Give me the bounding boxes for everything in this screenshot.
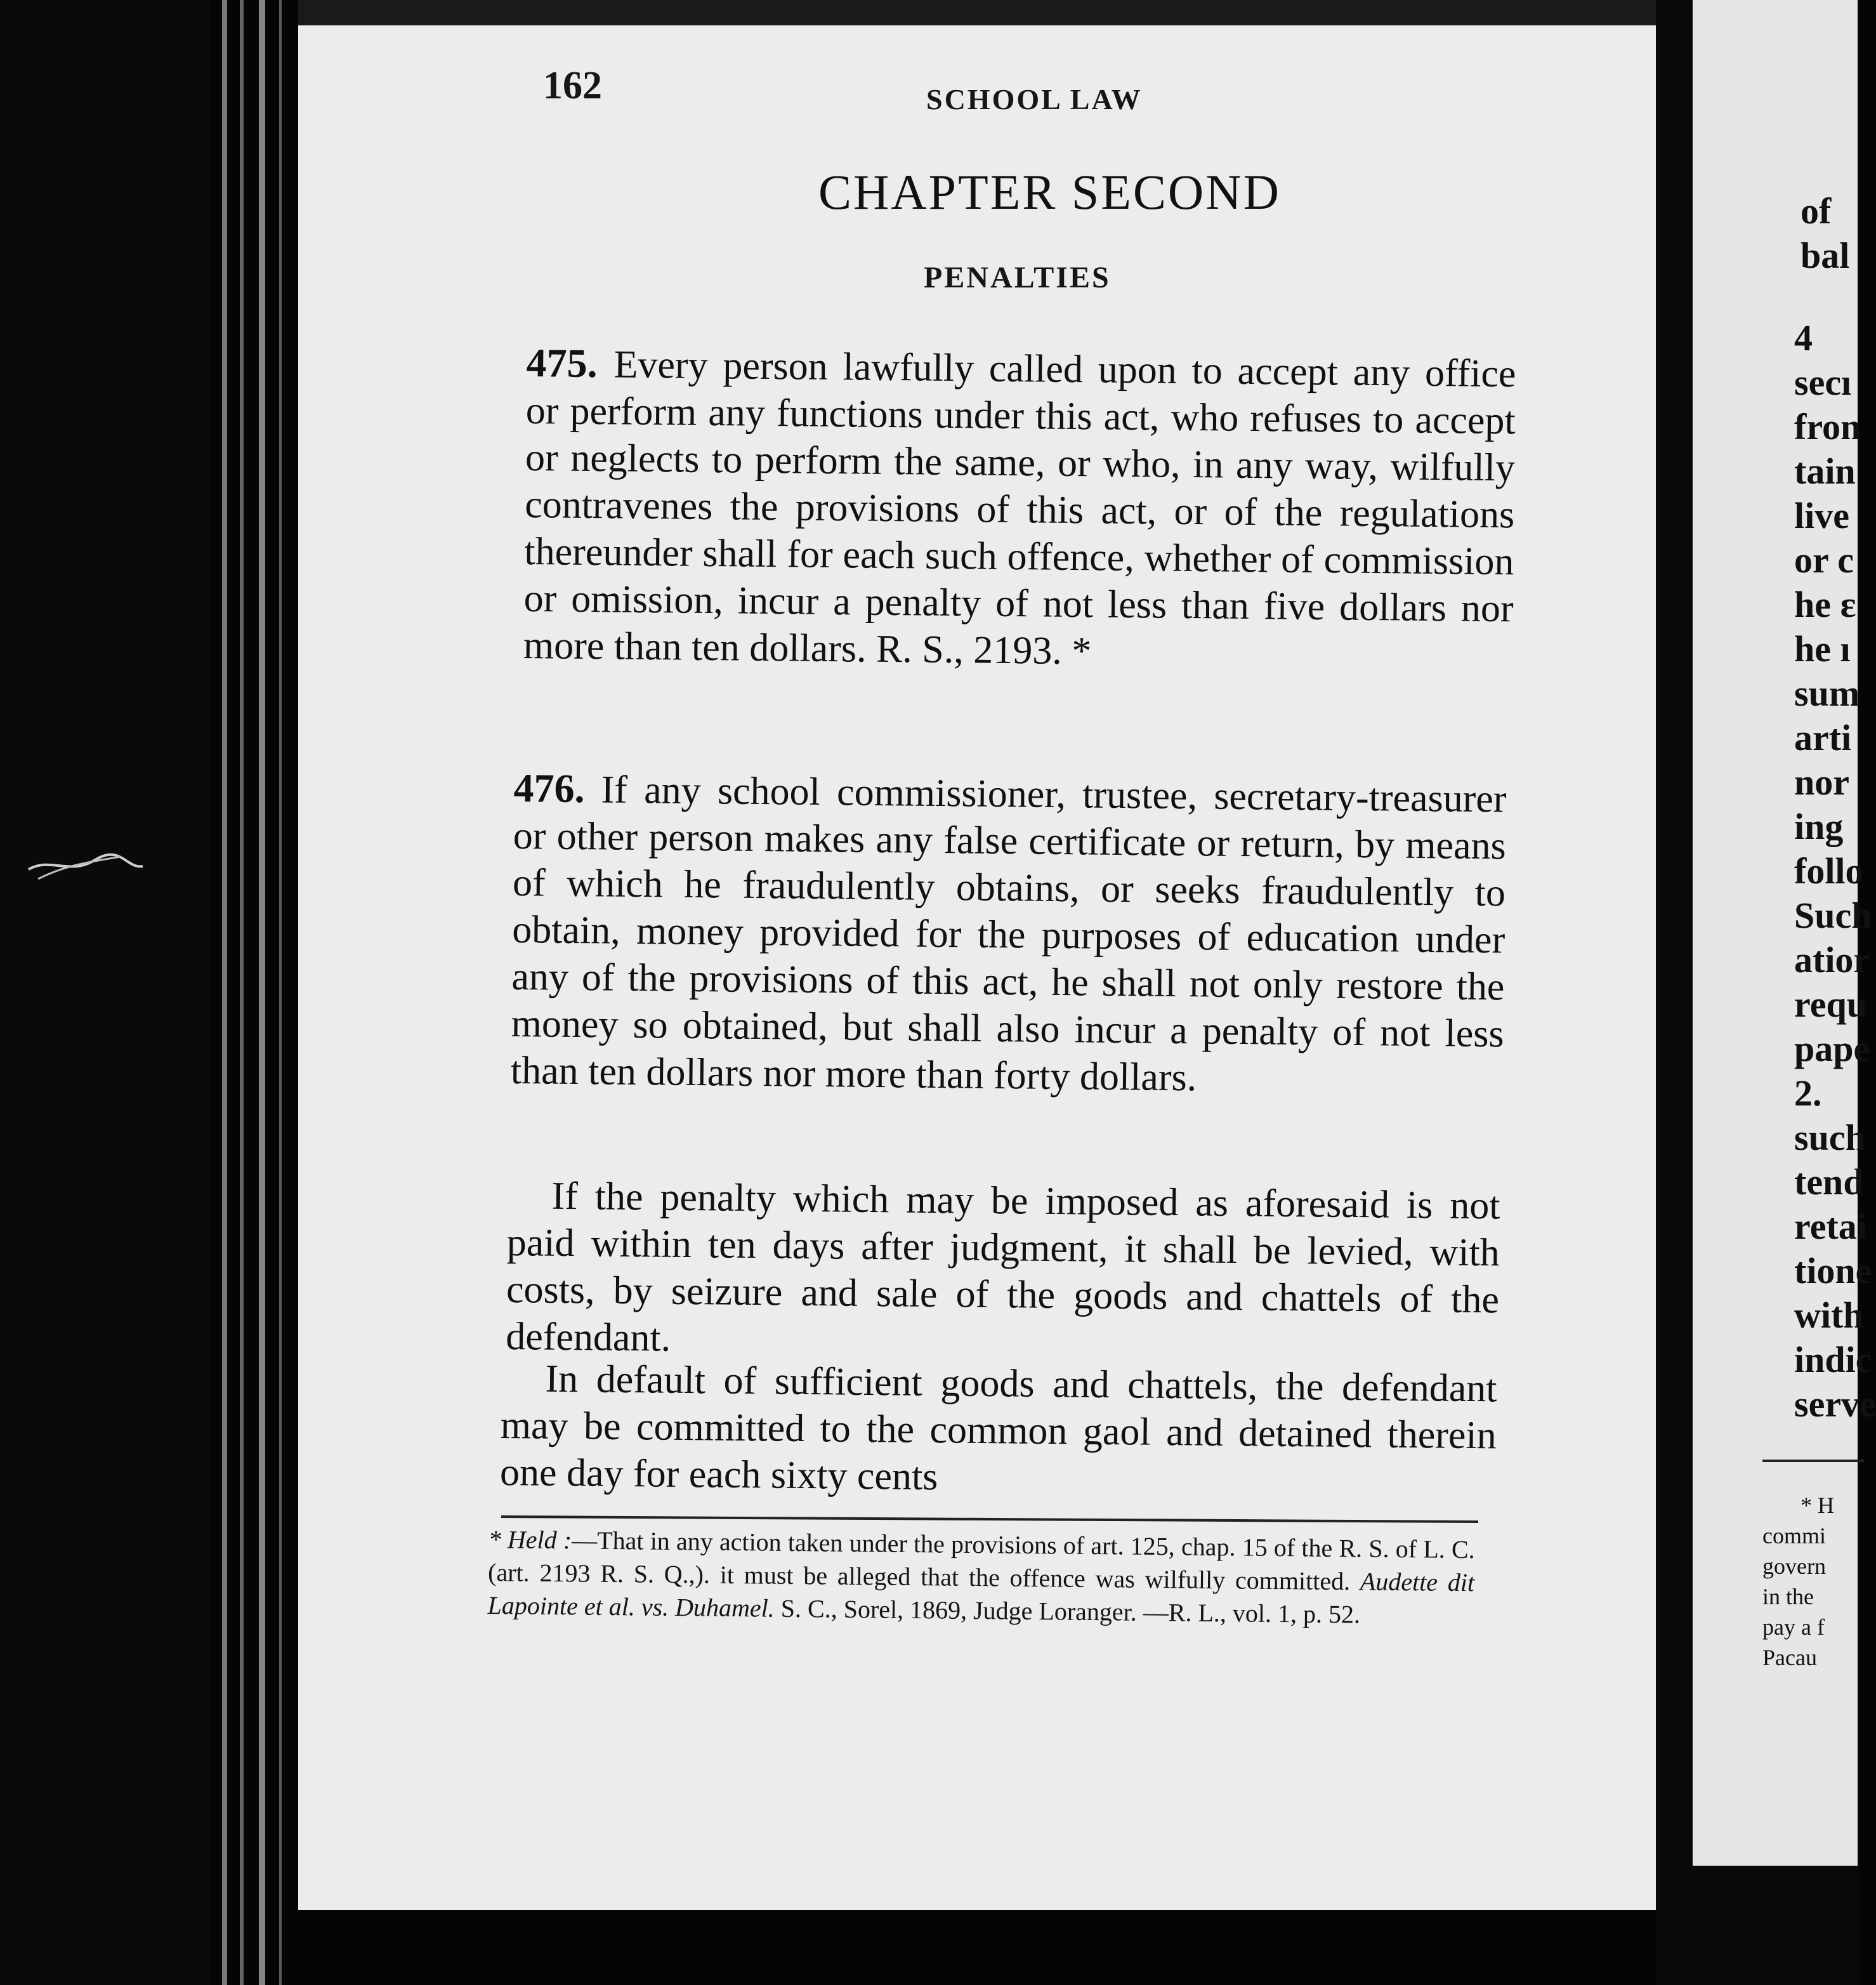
article-text: If any school commissioner, trustee, secretary-treasurer or other person makes any false certificate or return, by means of which he fraudulently obtains, or seeks fraudulently to obtain, money provided for the purposes of education under any of the provisions of this act, he shall not only restore the money so obtained, but shall also incur a penalty of not less than ten dollars nor more than forty dollars.	[510, 768, 1507, 1100]
footnote-citation: S. C., Sorel, 1869, Judge Loranger. —R. L., vol. 1, p. 52.	[780, 1593, 1361, 1629]
right-page-line: 4	[1794, 317, 1813, 359]
right-page-footnote-line: pay a f	[1762, 1614, 1825, 1640]
scratch-mark-icon	[25, 850, 146, 888]
footnote-lead: * Held :	[488, 1524, 572, 1555]
article-text: Every person lawfully called upon to accept any office or perform any functions under this act, who refuses to accept or neglects to perform the same, or who, in any way, wilfully contravenes the provisions of this act, or of the regulations thereunder shall for each such offence, whether of commission or omission, incur a penalty of not less than five dollars nor more than ten dollars. R. S., 2193. *	[523, 343, 1516, 673]
right-page-line: live	[1794, 495, 1849, 536]
article-475	[523, 340, 1516, 743]
scan-bottom-edge	[1693, 1866, 1858, 1985]
right-footnote-divider	[1762, 1460, 1864, 1462]
footnote	[487, 1523, 1475, 1632]
right-page-line: tend	[1794, 1161, 1864, 1203]
right-page-line: such	[1794, 1117, 1866, 1158]
right-page-line: atior	[1794, 939, 1870, 980]
right-page-line: sum	[1794, 673, 1860, 714]
right-page-line: of	[1801, 190, 1832, 232]
right-page-footnote-line: in the	[1762, 1584, 1814, 1609]
footnote-text: —That in any action taken under the provisions of art. 125, chap. 15 of the R. S. of L. C. (art. 2193 R. S. Q.,). it must be alleged that the offence was wilfully committed.	[487, 1526, 1475, 1596]
right-page-line: or c	[1794, 539, 1854, 581]
right-page-line: retai	[1794, 1206, 1867, 1247]
right-page-fragment	[1693, 0, 1876, 1985]
chapter-title: CHAPTER SECOND	[818, 164, 1281, 220]
right-page-line: bal	[1801, 235, 1850, 276]
right-page-line: secı	[1794, 362, 1852, 403]
right-page-line: fron	[1794, 406, 1861, 447]
page-gutter	[1656, 0, 1693, 1985]
scan-edge-line	[240, 0, 244, 1985]
right-page-line: serve	[1794, 1383, 1876, 1425]
page-number: 162	[543, 64, 602, 107]
scan-edge-line	[222, 0, 227, 1985]
scan-edge-line	[279, 0, 282, 1985]
running-head: SCHOOL LAW	[926, 83, 1143, 115]
right-page-line: pape	[1794, 1028, 1870, 1069]
right-page-line: tain	[1794, 451, 1856, 492]
right-page-line: with	[1794, 1295, 1864, 1336]
scan-left-margin	[0, 0, 209, 1985]
right-page-line: Such	[1794, 895, 1872, 936]
right-page-line: he ɛ	[1794, 584, 1856, 625]
right-page-line: arti	[1794, 717, 1852, 758]
right-page-line: follo	[1794, 850, 1864, 892]
right-page-line: indic	[1794, 1339, 1872, 1380]
body-paragraph: If the penalty which may be imposed as aforesaid is not paid within ten days after judgment, it shall be levied, with costs, by seizure and sale of the goods and chattels of the defendant.	[505, 1174, 1500, 1360]
right-page-footnote-line: Pacau	[1762, 1645, 1817, 1670]
right-page-line: 2.	[1794, 1072, 1822, 1114]
footnote-case: Audette dit Lapointe et al. vs. Duhamel.	[487, 1567, 1475, 1623]
body-paragraph: In default of sufficient goods and chattels, the defendant may be committed to the common gaol and detained therein one day for each sixty cents	[499, 1357, 1497, 1499]
article-number: 476.	[513, 765, 585, 812]
article-476	[511, 765, 1507, 1104]
right-page-line: nor	[1794, 762, 1849, 803]
right-page-line: tione	[1794, 1250, 1872, 1291]
scan-edge-line	[259, 0, 265, 1985]
right-page-line: ing	[1794, 806, 1844, 847]
article-number: 475.	[526, 340, 598, 386]
section-title: PENALTIES	[924, 261, 1111, 294]
right-page-footnote-line: govern	[1762, 1553, 1826, 1579]
right-page-footnote-line: * H	[1801, 1493, 1834, 1518]
right-page-footnote-line: commi	[1762, 1523, 1826, 1548]
right-page-line: requ	[1794, 984, 1867, 1025]
right-page-line: he ı	[1794, 628, 1851, 669]
